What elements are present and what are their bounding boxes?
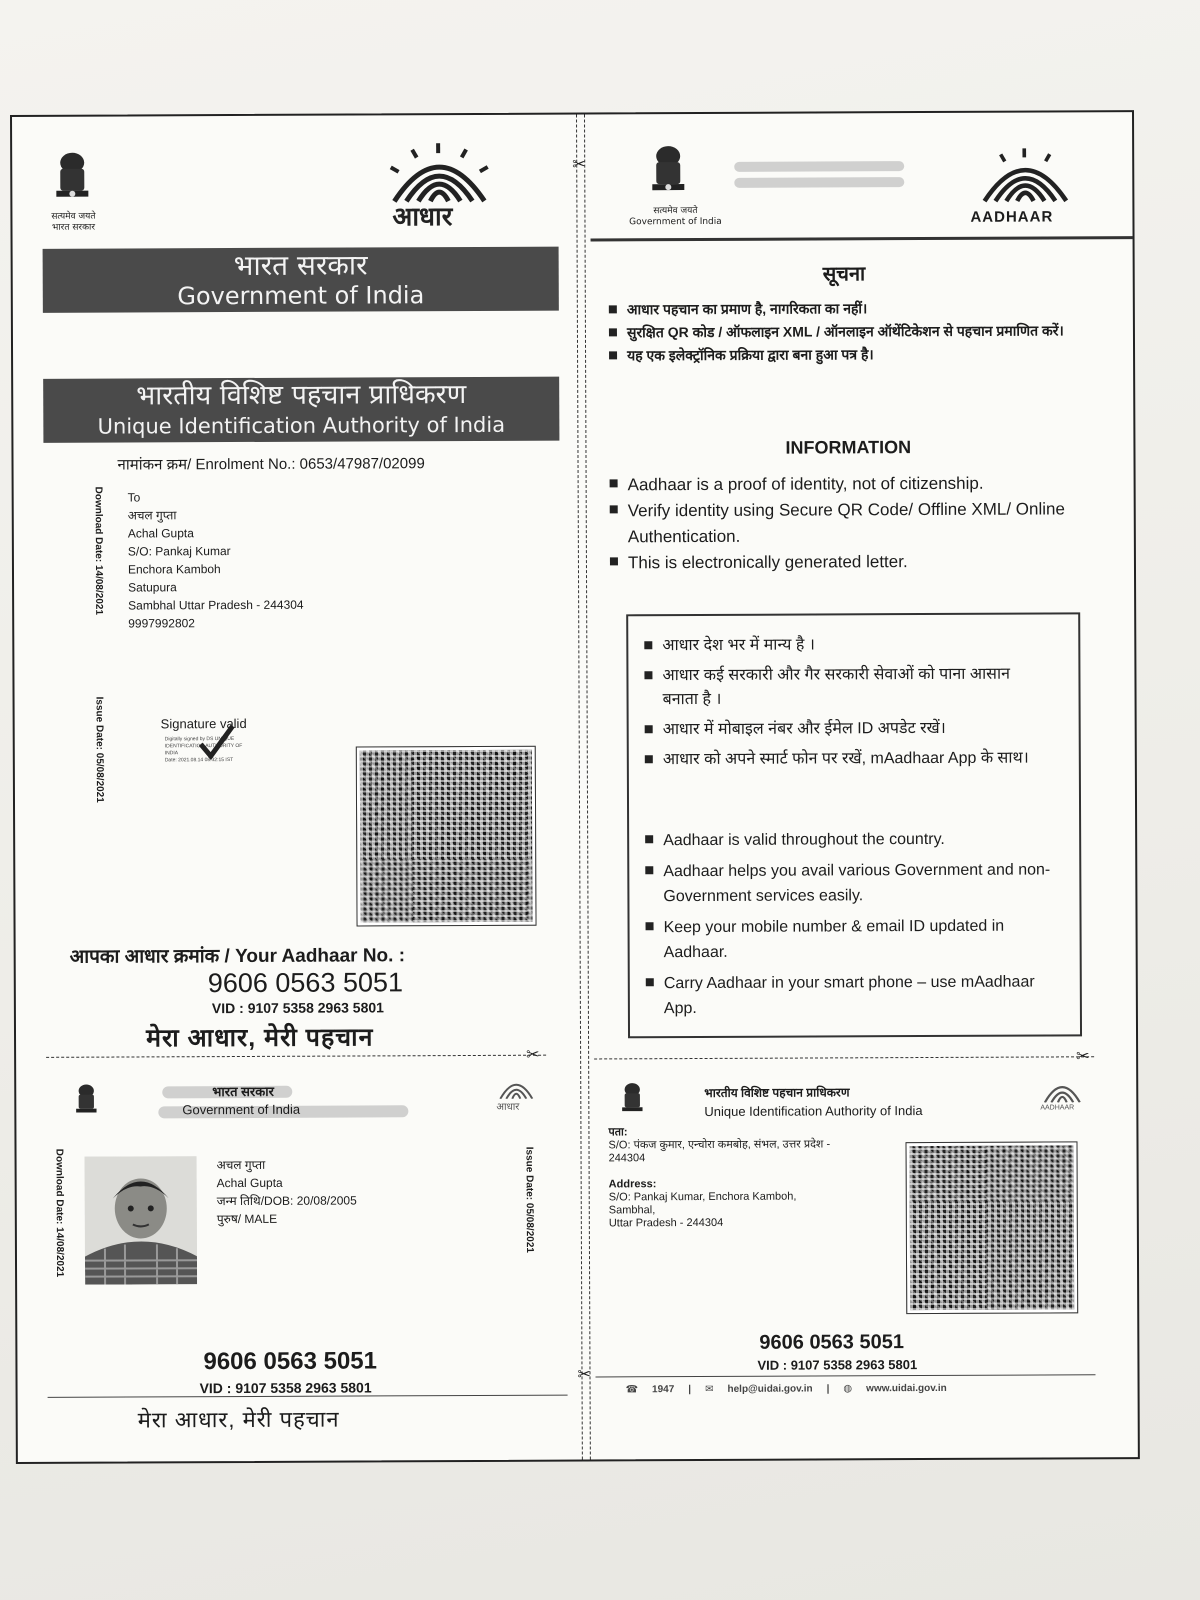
- aadhaar-fingerprint-icon: [496, 1077, 536, 1099]
- info-item: This is electronically generated letter.: [608, 548, 1108, 576]
- info-box: [626, 612, 1082, 1038]
- aadhaar-number: 9606 0563 5051: [207, 967, 404, 999]
- scissors-icon: ✂: [1076, 1046, 1090, 1066]
- info-box-item: आधार कई सरकारी और गैर सरकारी सेवाओं को पाना आसान बनाता है ।: [642, 663, 1042, 713]
- card-gov-hindi: भारत सरकार: [212, 1083, 274, 1100]
- notice-item: आधार पहचान का प्रमाण है, नागरिकता का नहीं।: [607, 296, 1067, 321]
- footer-phone: 1947: [652, 1384, 675, 1396]
- scissors-icon: ✂: [526, 1044, 540, 1064]
- globe-icon: ◍: [843, 1383, 853, 1395]
- aadhaar-letter: [10, 110, 1140, 1464]
- national-emblem-icon: [72, 1082, 100, 1122]
- card-issue-date: Issue Date: 05/08/2021: [523, 1146, 535, 1253]
- emblem-caption: सत्यमेव जयते भारत सरकार: [51, 211, 96, 233]
- address-line: अचल गुप्ता: [127, 508, 177, 523]
- card-address-hindi: [608, 1125, 848, 1165]
- card-logo-text: AADHAAR: [1040, 1104, 1075, 1112]
- card-uidai-english: Unique Identification Authority of India: [704, 1103, 923, 1119]
- address-line: Uttar Pradesh - 244304: [608, 1216, 724, 1230]
- info-list: [608, 470, 1108, 576]
- cut-line: [46, 1055, 546, 1058]
- holder-gender: पुरुष/ MALE: [216, 1211, 278, 1227]
- info-box-item: Carry Aadhaar in your smart phone – use mAadhaar App.: [644, 969, 1054, 1021]
- highlight-smudge: [734, 161, 904, 172]
- notice-list: [607, 296, 1067, 367]
- info-item: Aadhaar is a proof of identity, not of citizenship.: [608, 470, 1108, 498]
- card-vid: VID : 9107 5358 2963 5801: [199, 1379, 372, 1397]
- header-rule: [591, 236, 1133, 241]
- info-title: INFORMATION: [785, 437, 912, 458]
- aadhaar-logo-text: आधार: [392, 202, 453, 233]
- check-mark-icon: [197, 722, 237, 762]
- address-line: S/O: Pankaj Kumar, Enchora Kamboh,: [608, 1190, 797, 1204]
- card-download-date: Download Date: 14/08/2021: [53, 1148, 66, 1278]
- card-holder-details: [217, 1155, 357, 1228]
- vid-number: VID : 9107 5358 2963 5801: [211, 999, 384, 1017]
- highlight-smudge: [734, 177, 904, 188]
- card-aadhaar-number: 9606 0563 5051: [759, 1331, 905, 1354]
- tagline: मेरा आधार, मेरी पहचान: [145, 1023, 374, 1053]
- signature-detail: Digitally signed by DS UNIQUE IDENTIFICATION AUTHORITY OF INDIA Date: 2021.08.14 08:32:15 IST: [164, 736, 243, 764]
- card-address-english: [609, 1177, 869, 1230]
- card-vid: VID : 9107 5358 2963 5801: [757, 1357, 918, 1373]
- email-icon: ✉: [705, 1383, 714, 1395]
- card-uidai-hindi: भारतीय विशिष्ट पहचान प्राधिकरण: [704, 1085, 850, 1100]
- notice-item: सुरक्षित QR कोड / ऑफलाइन XML / ऑनलाइन ऑथेंटिकेशन से पहचान प्रमाणित करें।: [607, 319, 1067, 344]
- gov-english: Government of India: [177, 281, 425, 311]
- holder-name-english: Achal Gupta: [216, 1175, 283, 1191]
- address-line: To: [127, 490, 141, 505]
- info-box-item: Aadhaar is valid throughout the country.: [643, 826, 1053, 853]
- address-line: Enchora Kamboh: [127, 562, 221, 577]
- card-qr-code: [906, 1142, 1077, 1313]
- notice-title: सूचना: [822, 263, 866, 286]
- gov-hindi: भारत सरकार: [233, 248, 368, 283]
- download-date: Download Date: 14/08/2021: [92, 486, 105, 616]
- info-box-item: आधार देश भर में मान्य है ।: [642, 633, 1042, 659]
- aadhaar-fingerprint-icon: [966, 146, 1084, 205]
- signature-valid-label: Signature valid: [160, 715, 247, 732]
- cut-line: [594, 1056, 1094, 1059]
- footer-web[interactable]: www.uidai.gov.in: [866, 1382, 947, 1395]
- card-rule: [48, 1395, 568, 1398]
- info-box-item: आधार में मोबाइल नंबर और ईमेल ID अपडेट रखें।: [643, 717, 1043, 743]
- pata-text: S/O: पंकज कुमार, एन्चोरा कमबोह, संभल, उत्तर प्रदेश - 244304: [608, 1138, 831, 1165]
- enrolment-number: नामांकन क्रम/ Enrolment No.: 0653/47987/02099: [117, 455, 425, 474]
- address-label: Address:: [608, 1178, 657, 1191]
- government-band: [43, 247, 559, 313]
- aadhaar-logo-text: AADHAAR: [970, 208, 1054, 226]
- notice-item: यह एक इलेक्ट्रॉनिक प्रक्रिया द्वारा बना हुआ पत्र है।: [607, 342, 1067, 367]
- scissors-icon: ✂: [577, 1364, 591, 1384]
- aadhaar-fingerprint-icon: [1040, 1078, 1084, 1102]
- address-line: 9997992802: [128, 616, 195, 631]
- address-line: Sambhal Uttar Pradesh - 244304: [128, 597, 304, 613]
- card-gov-english: Government of India: [182, 1101, 301, 1118]
- uidai-band: [43, 377, 559, 443]
- national-emblem-icon: [618, 1080, 646, 1120]
- national-emblem-icon: [646, 142, 690, 204]
- holder-photo: [85, 1156, 198, 1284]
- uidai-hindi: भारतीय विशिष्ट पहचान प्राधिकरण: [136, 379, 467, 412]
- right-panel: [590, 112, 1138, 1459]
- national-emblem-icon: [50, 149, 94, 211]
- card-logo-text: आधार: [496, 1101, 520, 1113]
- emblem-caption: सत्यमेव जयते Government of India: [629, 206, 722, 228]
- holder-dob: जन्म तिथि/DOB: 20/08/2005: [216, 1193, 357, 1209]
- info-box-hindi-list: [642, 633, 1043, 773]
- scissors-icon: ✂: [572, 154, 586, 174]
- card-aadhaar-number: 9606 0563 5051: [203, 1347, 378, 1376]
- address-line: Achal Gupta: [127, 526, 194, 541]
- info-box-item: Aadhaar helps you avail various Government and non-Government services easily.: [643, 857, 1053, 909]
- aadhaar-fingerprint-icon: [374, 143, 504, 204]
- info-item: Verify identity using Secure QR Code/ Offline XML/ Online Authentication.: [608, 496, 1108, 550]
- issue-date: Issue Date: 05/08/2021: [93, 696, 106, 803]
- left-panel: [12, 115, 578, 1462]
- address-line: Sambhal,: [608, 1204, 656, 1217]
- footer-email[interactable]: help@uidai.gov.in: [727, 1383, 813, 1395]
- address-line: S/O: Pankaj Kumar: [127, 544, 231, 559]
- holder-name-hindi: अचल गुप्ता: [216, 1157, 266, 1173]
- pata-label: पता:: [608, 1126, 628, 1139]
- your-aadhaar-label: [70, 941, 405, 968]
- uidai-english: Unique Identification Authority of India: [97, 412, 506, 439]
- info-box-item: आधार को अपने स्मार्ट फोन पर रखें, mAadhaar App के साथ।: [643, 746, 1043, 772]
- your-aadhaar-label-hi: आपका आधार क्रमांक /: [69, 946, 230, 968]
- your-aadhaar-label-en: Your Aadhaar No. :: [235, 945, 406, 968]
- info-box-item: Keep your mobile number & email ID updated in Aadhaar.: [643, 913, 1053, 965]
- phone-icon: ☎: [625, 1384, 639, 1396]
- recipient-address: [128, 488, 304, 633]
- address-line: Satupura: [128, 580, 177, 595]
- aadhaar-logo: [392, 197, 502, 233]
- info-box-english-list: [643, 826, 1054, 1021]
- card-footer: ☎ 1947 | ✉ help@uidai.gov.in | ◍ www.uidai.gov.in: [625, 1382, 947, 1396]
- qr-code: [357, 747, 536, 926]
- card-rule: [596, 1374, 1096, 1377]
- card-tagline: मेरा आधार, मेरी पहचान: [137, 1406, 340, 1433]
